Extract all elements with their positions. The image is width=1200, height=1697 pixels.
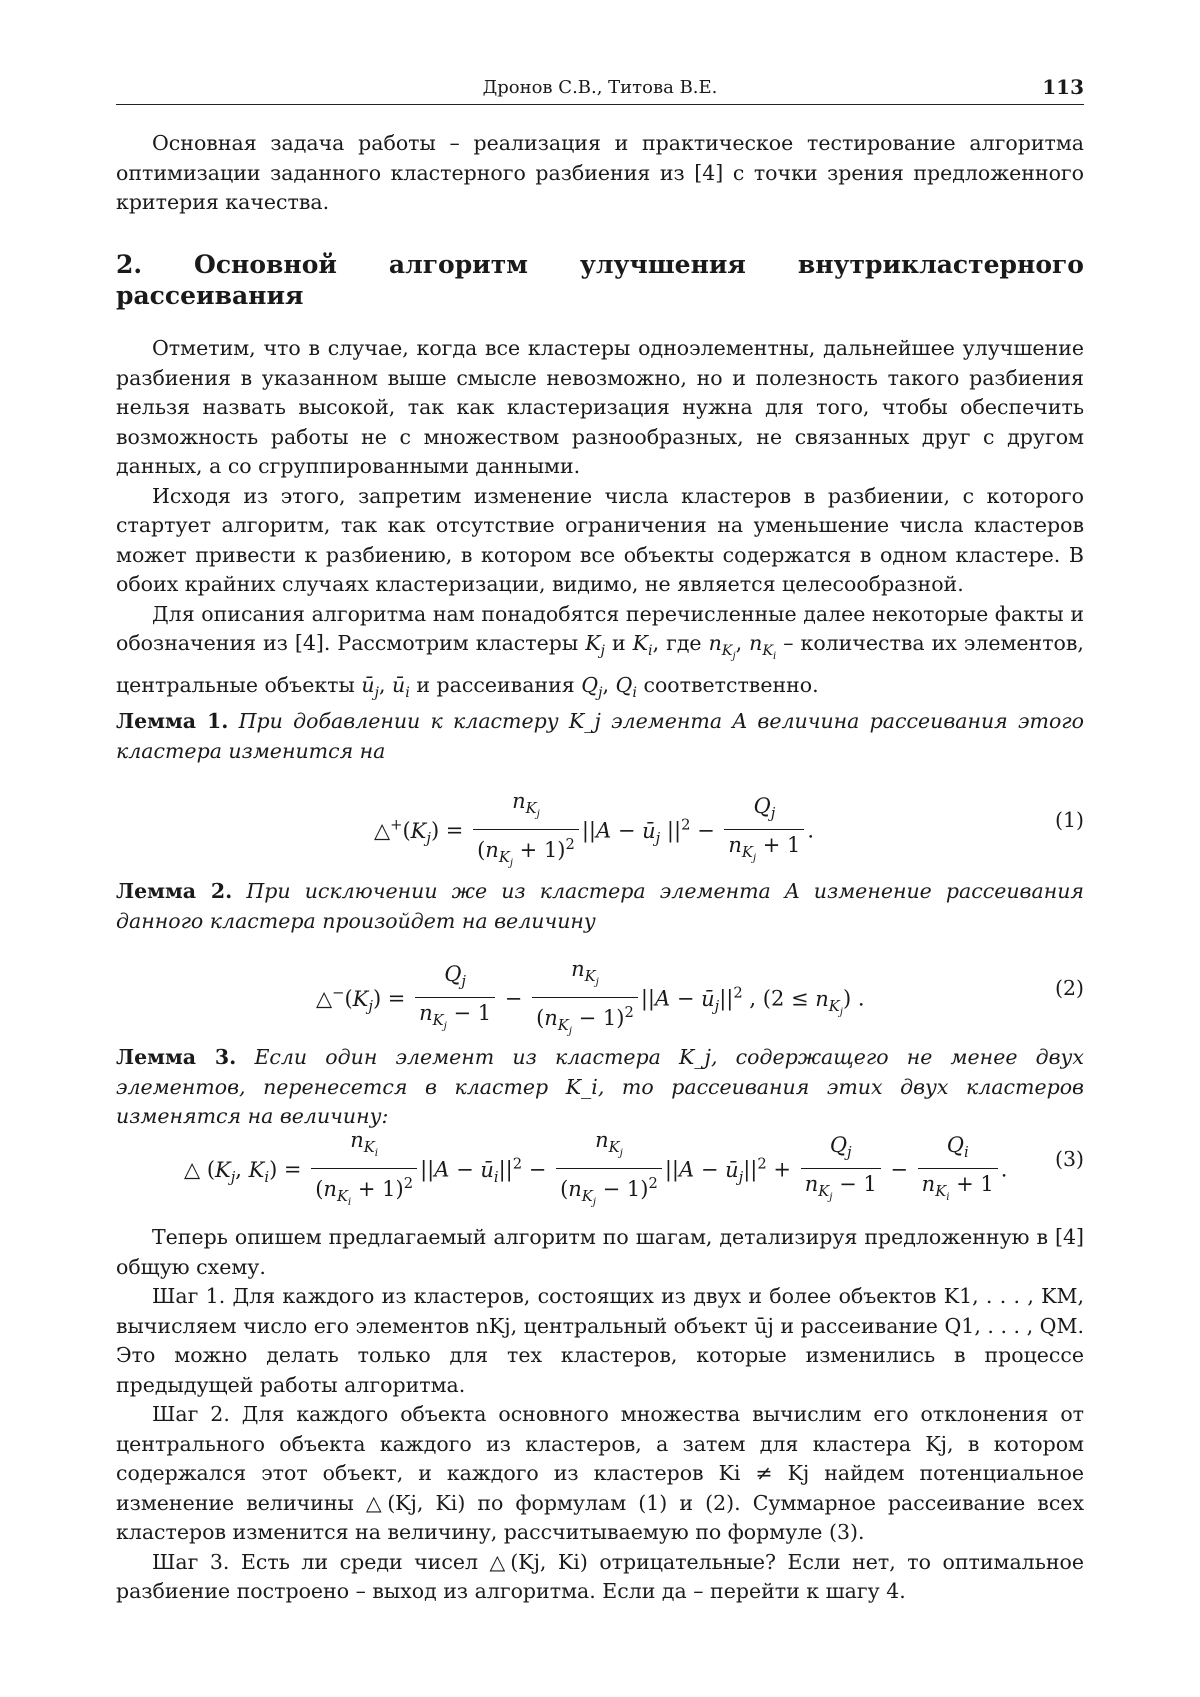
equation-3: △ (Kj, Ki) = nKi (nKi + 1)2 ||A − ūi||2 − nKj (nKj − 1)2 ||A − ūj||2 + Qj nKj − 1 − Qi nKi + 1 . (3) — [116, 1125, 1084, 1195]
step-3: Шаг 3. Есть ли среди чисел △(Kj, Ki) отрицательные? Если нет, то оптимальное разбиение построено – выход из алгоритма. Если да – перейти к шагу 4. — [116, 1548, 1084, 1607]
running-header — [116, 74, 1084, 105]
paragraph-2: Исходя из этого, запретим изменение числа кластеров в разбиении, с которого стартует алгоритм, так как отсутствие ограничения на уменьшение числа кластеров может привести к разбиению, в котором все объекты содержатся в одном кластере. В обоих крайних случаях кластеризации, видимо, не является целесообразной. — [116, 482, 1084, 600]
equation-1: △+(Kj) = nKj (nKj + 1)2 ||A − ūj ||2 − Qj nKj + 1 . (1) — [116, 786, 1084, 856]
header-authors: Дронов С.В., Титова В.Е. — [116, 77, 1084, 98]
equation-2: △−(Kj) = Qj nKj − 1 − nKj (nKj − 1)2 ||A − ūj||2 , (2 ≤ nKj) . (2) — [116, 954, 1084, 1024]
lemma-3: Лемма 3. Если один элемент из кластера K_j, содержащего не менее двух элементов, перенесется в кластер K_i, то рассеивания этих двух кластеров изменятся на величину: — [116, 1043, 1084, 1132]
algorithm-intro: Теперь опишем предлагаемый алгоритм по шагам, детализируя предложенную в [4] общую схему. — [116, 1223, 1084, 1282]
step-2: Шаг 2. Для каждого объекта основного множества вычислим его отклонения от центрального объекта каждого из кластеров, а затем для кластера Kj, в котором содержался этот объект, и каждого из кластеров Ki ≠ Kj найдем потенциальное изменение величины △(Kj, Ki) по формулам (1) и (2). Суммарное рассеивание всех кластеров изменится на величину, рассчитываемую по формуле (3). — [116, 1400, 1084, 1548]
algorithm-steps — [116, 1223, 1084, 1607]
page-number: 113 — [1042, 75, 1084, 99]
lemma-1: Лемма 1. При добавлении к кластеру K_j элемента A величина рассеивания этого кластера изменится на — [116, 707, 1084, 766]
section-heading: 2. Основной алгоритм улучшения внутрикластерного рассеивания — [116, 249, 1084, 311]
intro-paragraph: Основная задача работы – реализация и практическое тестирование алгоритма оптимизации заданного кластерного разбиения из [4] с точки зрения предложенного критерия качества. — [116, 129, 1084, 218]
step-1: Шаг 1. Для каждого из кластеров, состоящих из двух и более объектов K1, . . . , KM, вычисляем число его элементов nKj, центральный объект ūj и рассеивание Q1, . . . , QM. Это можно делать только для тех кластеров, которые изменились в процессе предыдущей работы алгоритма. — [116, 1282, 1084, 1400]
equation-3-number: (3) — [1055, 1147, 1084, 1171]
lemma-2: Лемма 2. При исключении же из кластера элемента A изменение рассеивания данного кластера произойдет на величину — [116, 877, 1084, 936]
equation-2-number: (2) — [1055, 976, 1084, 1000]
paragraph-3: Для описания алгоритма нам понадобятся перечисленные далее некоторые факты и обозначения из [4]. Рассмотрим кластеры Kj и Ki, где nKj, nKi – количества их элементов, центральные объекты ūj, ūi и рассеивания Qj, Qi соответственно. — [116, 600, 1084, 710]
section-body — [116, 334, 1084, 709]
paragraph-1: Отметим, что в случае, когда все кластеры одноэлементны, дальнейшее улучшение разбиения в указанном выше смысле невозможно, но и полезность такого разбиения нельзя назвать высокой, так как кластеризация нужна для того, чтобы обеспечить возможность работы не с множеством разнообразных, не связанных друг с другом данных, а со сгруппированными данными. — [116, 334, 1084, 482]
equation-1-number: (1) — [1055, 808, 1084, 832]
